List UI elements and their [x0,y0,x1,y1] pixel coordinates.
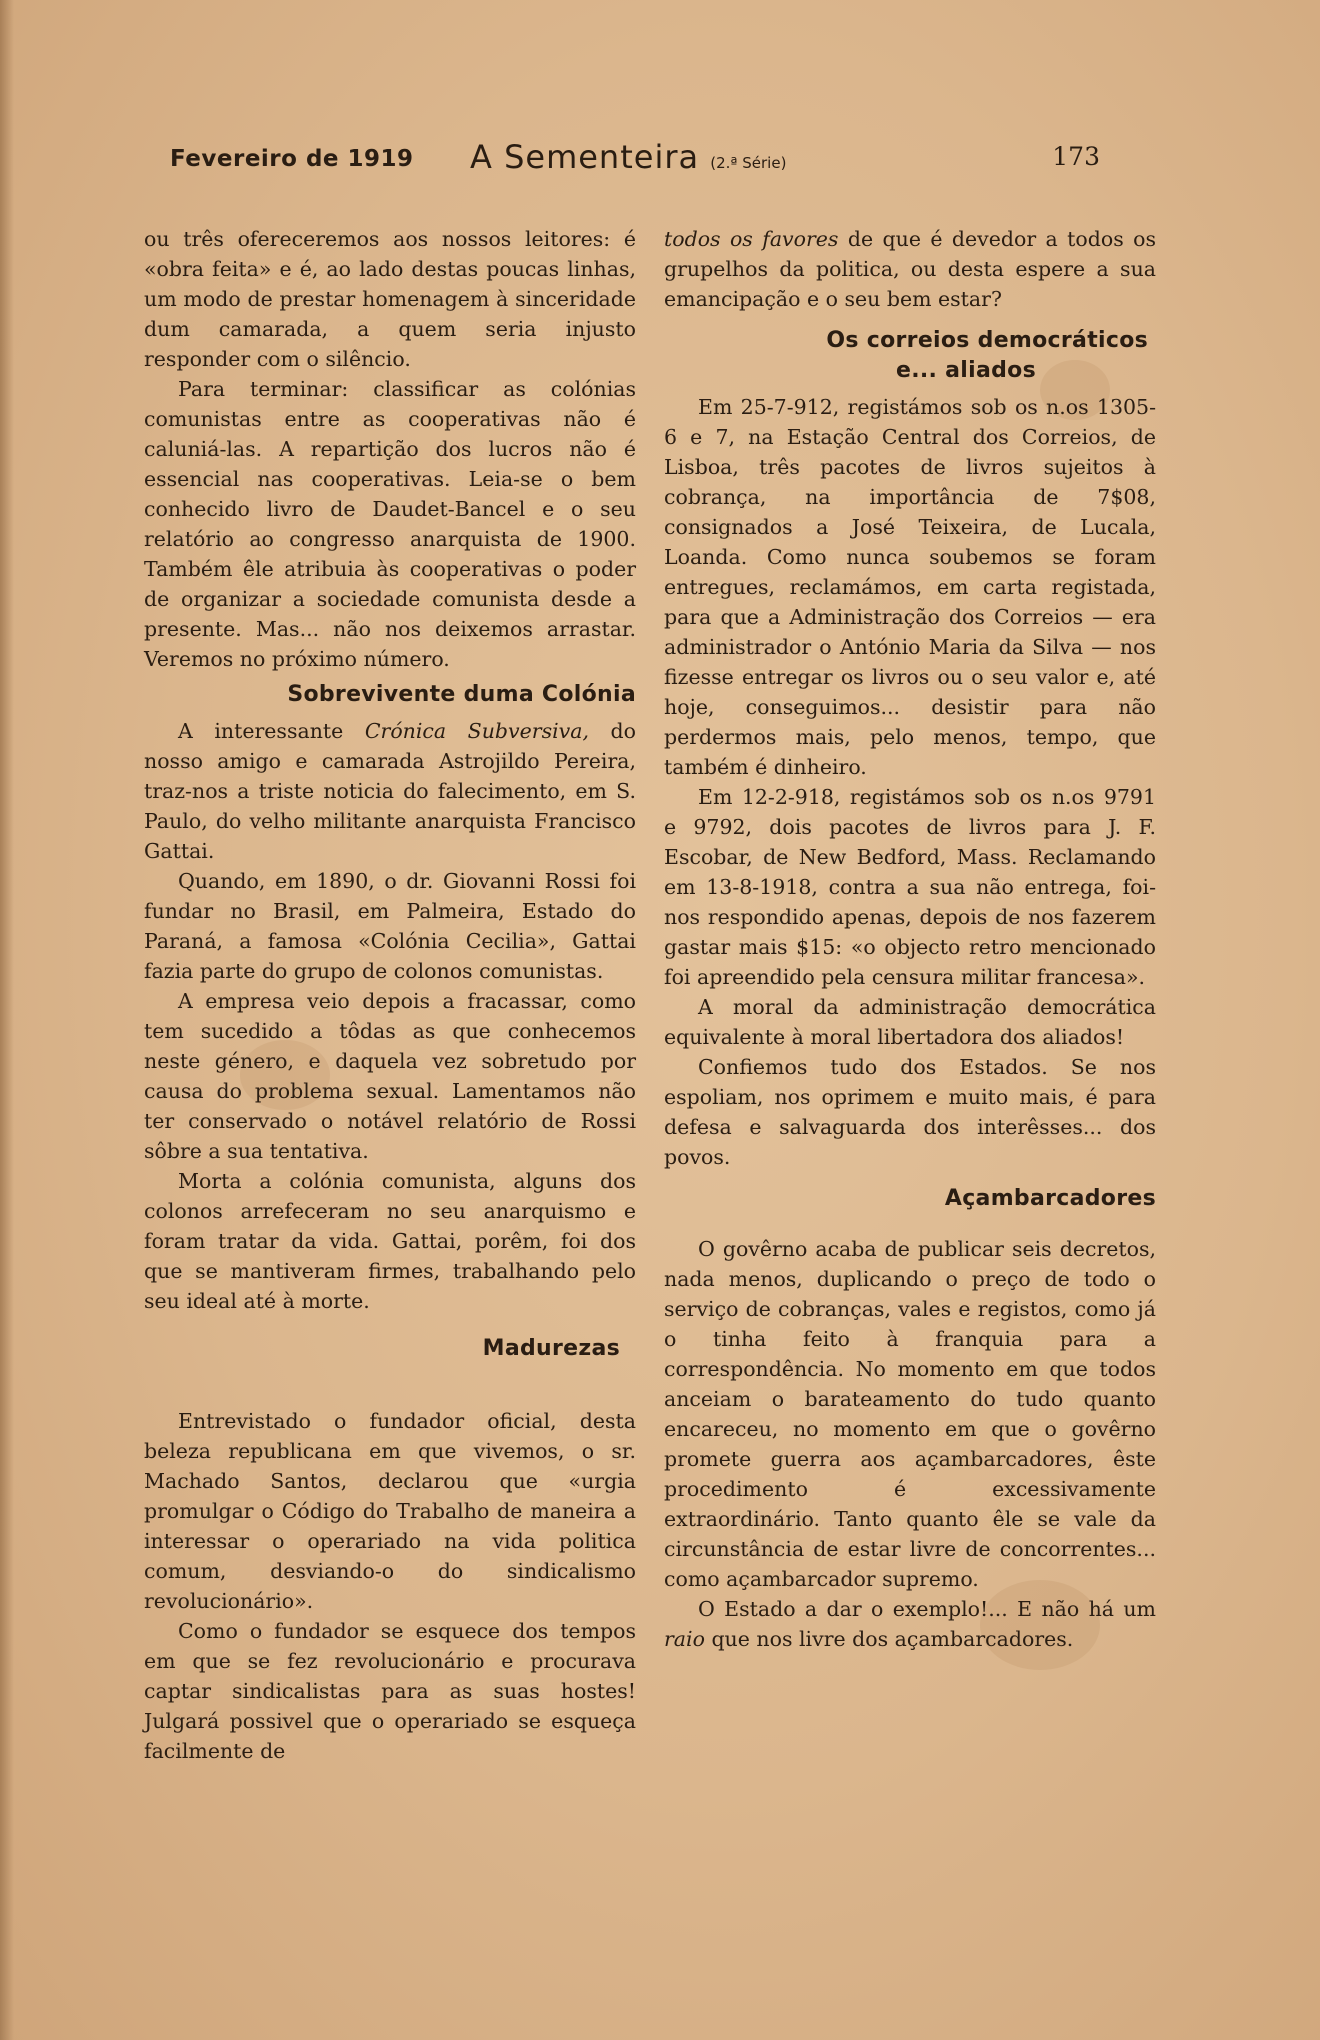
text-run: A interessante [178,719,365,743]
paragraph [144,716,636,866]
paragraph: Confiemos tudo dos Estados. Se nos espoliam, nos oprimem e muito mais, é para defesa e salvaguarda dos interêsses... dos povos. [664,1055,1156,1169]
heading-line: Os correios democráticos [826,328,1148,353]
paragraph: A moral da administração democrática equivalente à moral libertadora dos aliados! [664,995,1156,1049]
paragraph: Para terminar: classificar as colónias comunistas entre as cooperativas não é caluniá-las. A repartição dos lucros não é essencial nas cooperativas. Leia-se o bem conhecido livro de Daudet-Bancel e o seu relatório ao congresso anarquista de 1900. Também êle atribuia às cooperativas o poder de organizar a sociedade comunista desde a presente. Mas... não nos deixemos arrastar. Veremos no próximo número. [144,377,636,671]
header-title-text: A Sementeira [470,138,700,176]
section-heading-correios [664,326,1156,386]
paragraph [664,224,1156,314]
paragraph: Entrevistado o fundador oficial, desta beleza republicana em que vivemos, o sr. Machado Santos, declarou que «urgia promulgar o Código do Trabalho de maneira a interessar o operariado na vida politica comum, desviando-o do sindicalismo revolucionário». [144,1409,636,1613]
left-column [144,224,636,1766]
heading-line: e... aliados [896,358,1036,383]
header-title [470,138,786,176]
text-run: O Estado a dar o exemplo!... E não há um [698,1597,1156,1621]
section-heading-madurezas: Madurezas [482,1336,620,1361]
text-run: de que é devedor a todos os grupelhos da politica, ou desta espere a sua emancipação e o seu bem estar? [664,227,1156,311]
header-series: (2.ª Série) [710,154,787,172]
italic-word: raio [664,1627,705,1651]
paragraph: Morta a colónia comunista, alguns dos colonos arrefeceram no seu anarquismo e foram tratar da vida. Gattai, porêm, foi dos que se mantiveram firmes, trabalhando pelo seu ideal até à morte. [144,1169,636,1313]
paragraph: A empresa veio depois a fracassar, como tem sucedido a tôdas as que conhecemos neste género, e daquela vez sobretudo por causa do problema sexual. Lamentamos não ter conservado o notável relatório de Rossi sôbre a sua tentativa. [144,989,636,1163]
paragraph: Quando, em 1890, o dr. Giovanni Rossi foi fundar no Brasil, em Palmeira, Estado do Paraná, a famosa «Colónia Cecilia», Gattai fazia parte do grupo de colonos comunistas. [144,869,636,983]
section-heading-acambarcadores: Açambarcadores [944,1186,1156,1211]
paragraph: Como o fundador se esquece dos tempos em que se fez revolucionário e procurava captar sindicalistas para as suas hostes! Julgará possivel que o operariado se esqueça facilmente de [144,1619,636,1763]
page-edge-shadow [0,0,14,2040]
italic-phrase: todos os favores [664,227,839,251]
running-header [170,138,1160,182]
header-date: Fevereiro de 1919 [170,146,414,172]
paragraph [664,1594,1156,1654]
paragraph: Em 25-7-912, registámos sob os n.os 1305-6 e 7, na Estação Central dos Correios, de Lisboa, três pacotes de livros sujeitos à cobrança, na importância de 7$08, consignados a José Teixeira, de Lucala, Loanda. Como nunca soubemos se foram entregues, reclamámos, em carta registada, para que a Administração dos Correios — era administrador o António Maria da Silva — nos fizesse entregar os livros ou o seu valor e, até hoje, conseguimos... desistir para não perdermos mais, pelo menos, tempo, que também é dinheiro. [664,395,1156,779]
right-column [664,224,1156,1654]
page-number: 173 [1052,142,1100,171]
paragraph: ou três ofereceremos aos nossos leitores: é «obra feita» e é, ao lado destas poucas linhas, um modo de prestar homenagem à sinceridade dum camarada, a quem seria injusto responder com o silêncio. [144,227,636,371]
text-run: do nosso amigo e camarada Astrojildo Pereira, traz-nos a triste noticia do falecimento, em S. Paulo, do velho militante anarquista Francisco Gattai. [144,719,636,863]
section-heading-colonia: Sobrevivente duma Colónia [287,682,636,707]
text-run: que nos livre dos açambarcadores. [704,1627,1074,1651]
paragraph: Em 12-2-918, registámos sob os n.os 9791 e 9792, dois pacotes de livros para J. F. Escobar, de New Bedford, Mass. Reclamando em 13-8-1918, contra a sua não entrega, foi-nos respondido apenas, depois de nos fazerem gastar mais $15: «o objecto retro mencionado foi apreendido pela censura militar francesa». [664,785,1156,989]
italic-title: Crónica Subversiva, [364,719,589,743]
paragraph: O govêrno acaba de publicar seis decretos, nada menos, duplicando o preço de todo o serviço de cobranças, vales e registos, como já o tinha feito à franquia para a correspondência. No momento em que todos anceiam o barateamento do tudo quanto encareceu, no momento em que o govêrno promete guerra aos açambarcadores, êste procedimento é excessivamente extraordinário. Tanto quanto êle se vale da circunstância de estar livre de concorrentes... como açambarcador supremo. [664,1237,1156,1591]
